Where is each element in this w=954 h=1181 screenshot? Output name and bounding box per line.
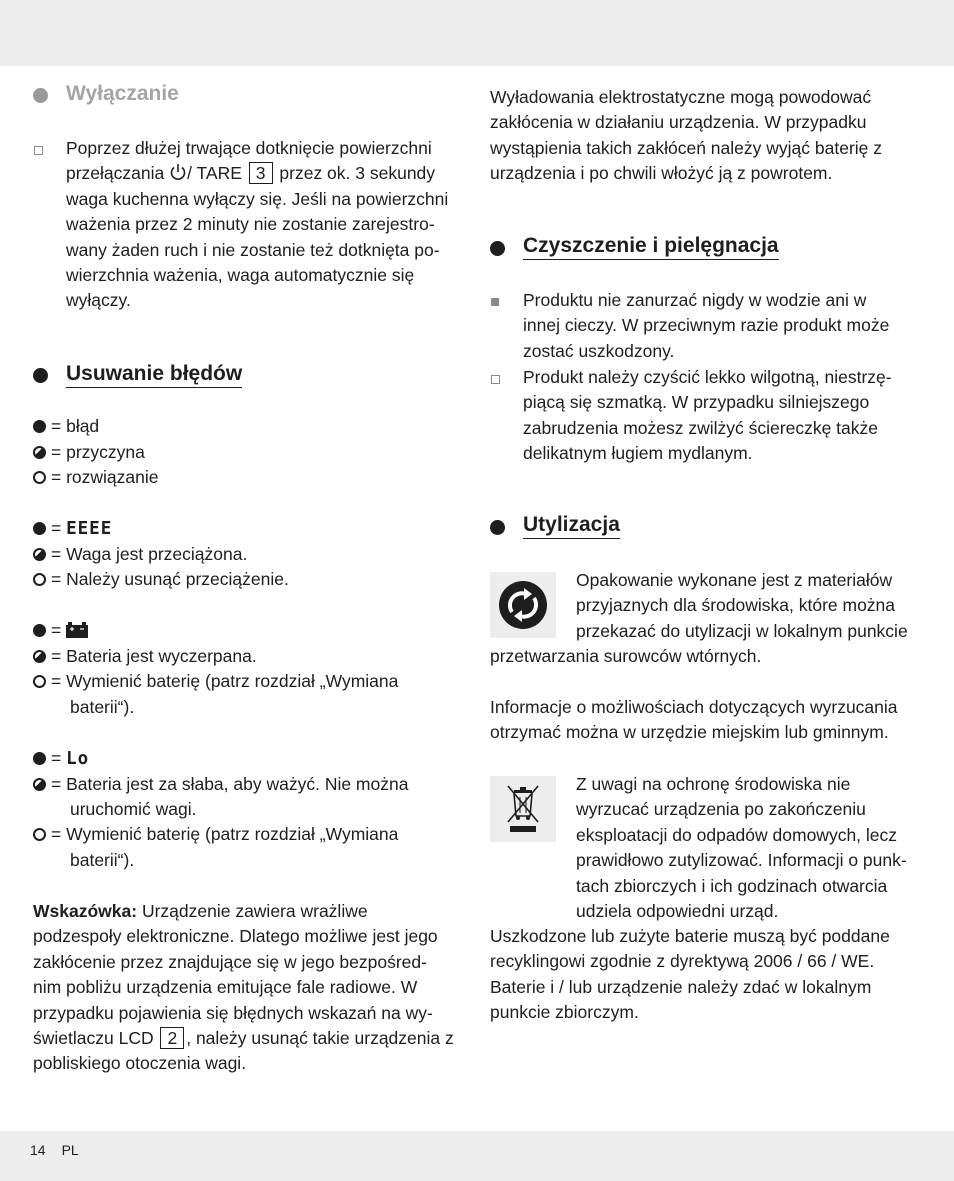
- text-line: zakłócenie przez znajdujące się w jego bezpośred-: [33, 951, 427, 972]
- section-bullet-icon: [490, 520, 505, 535]
- list-bullet-icon: [34, 146, 43, 155]
- text-line: waga kuchenna wyłączy się. Jeśli na powierzchni: [66, 188, 449, 209]
- footer-band: [0, 1131, 954, 1181]
- cleaning-item-1: [523, 288, 933, 364]
- lcd-eeee: EEEE: [66, 519, 113, 539]
- list-bullet-icon: [491, 298, 499, 306]
- text-line: eksploatacji do odpadów domowych, lecz: [576, 824, 898, 845]
- cause-battery-weak: = Bateria jest za słaba, aby ważyć. Nie można: [33, 772, 408, 797]
- solution-symbol-icon: [33, 573, 46, 586]
- error-eeee: = EEEE: [33, 516, 112, 542]
- esd-paragraph: [490, 85, 926, 187]
- text-line: uruchomić wagi.: [70, 799, 197, 819]
- text-line: baterii“).: [70, 850, 135, 870]
- section-title-czyszczenie: Czyszczenie i pielęgnacja: [523, 234, 779, 260]
- note-label: Wskazówka:: [33, 901, 138, 921]
- header-band: [0, 0, 954, 66]
- text-line: przypadku pojawienia się błędnych wskazań na wy-: [33, 1002, 433, 1023]
- info-paragraph: [490, 695, 926, 746]
- section-title-utylizacja: Utylizacja: [523, 513, 620, 539]
- solution-replace-battery: = Wymienić baterię (patrz rozdział „Wymiana: [33, 822, 398, 847]
- text-line: przełączania / TARE 3 przez ok. 3 sekundy: [66, 163, 436, 184]
- weee-text: [576, 772, 926, 924]
- section-title-wylaczanie: Wyłączanie: [66, 82, 179, 105]
- green-dot-recycling-icon: [490, 572, 556, 638]
- key-ref-2: 2: [160, 1027, 184, 1049]
- text-line: prawidłowo zutylizować. Informacji o punk-: [576, 850, 907, 871]
- text-line: Uszkodzone lub zużyte baterie muszą być poddane: [490, 926, 890, 946]
- text-line: Wyładowania elektrostatyczne mogą powodować: [490, 87, 872, 107]
- cause-symbol-icon: [33, 446, 46, 459]
- text-line: wystąpienia takich zakłóceń należy wyjąć baterię z: [490, 137, 882, 158]
- note-paragraph: [33, 899, 463, 1077]
- error-lo: = Lo: [33, 746, 89, 772]
- text-line: tach zbiorczych i ich godzinach otwarcia: [576, 875, 888, 896]
- text-line: punkcie zbiorczym.: [490, 1002, 639, 1023]
- text-line: zabrudzenia możesz zwilżyć ściereczkę także: [523, 417, 878, 438]
- cause-overload: = Waga jest przeciążona.: [33, 542, 247, 567]
- text-line: Wskazówka: Urządzenie zawiera wrażliwe: [33, 901, 368, 921]
- text-line: wyrzucać urządzenia po zakończeniu: [576, 799, 866, 820]
- battery-icon: [66, 622, 88, 638]
- text-line: przetwarzania surowców wtórnych.: [490, 646, 762, 666]
- error-battery: =: [33, 618, 88, 643]
- text-line: wany żaden ruch i nie zostanie też dotknięta po-: [66, 239, 440, 260]
- text-line: zakłócenia w działaniu urządzenia. W przypadku: [490, 112, 867, 133]
- error-symbol-icon: [33, 752, 46, 765]
- text-line: Z uwagi na ochronę środowiska nie: [576, 774, 851, 794]
- text-line: ważenia przez 2 minuty nie zostanie zarejestro-: [66, 214, 435, 235]
- text-line: piącą się szmatką. W przypadku silniejszego: [523, 392, 870, 413]
- section-bullet-icon: [33, 88, 48, 103]
- text-line: Opakowanie wykonane jest z materiałów: [576, 570, 893, 590]
- cause-battery-empty: = Bateria jest wyczerpana.: [33, 644, 257, 669]
- text-line: przyjaznych dla środowiska, które można: [576, 595, 896, 616]
- solution-symbol-icon: [33, 471, 46, 484]
- text-line: otrzymać można w urzędzie miejskim lub gminnym.: [490, 722, 889, 743]
- text-line: udziela odpowiedni urząd.: [576, 901, 779, 922]
- cause-symbol-icon: [33, 778, 46, 791]
- crossed-bin-icon: [490, 776, 556, 842]
- text-line: wyłączy.: [66, 290, 131, 311]
- error-symbol-icon: [33, 420, 46, 433]
- list-bullet-icon: [491, 375, 500, 384]
- text-line: podzespoły elektroniczne. Dlatego możliwe jest jego: [33, 926, 438, 947]
- battery-disposal-text: [490, 924, 926, 1026]
- text-line: Produkt należy czyścić lekko wilgotną, niestrzę-: [523, 367, 892, 387]
- cause-symbol-icon: [33, 548, 46, 561]
- text-line: wierzchnia ważenia, waga automatycznie się: [66, 265, 415, 286]
- power-icon: [169, 163, 187, 181]
- text-line: Poprzez dłużej trwające dotknięcie powierzchni: [66, 138, 432, 158]
- error-symbol-icon: [33, 522, 46, 535]
- packaging-text: [576, 568, 926, 644]
- key-ref-3: 3: [249, 162, 273, 184]
- lcd-lo: Lo: [66, 749, 90, 769]
- text-line: Produktu nie zanurzać nigdy w wodzie ani w: [523, 290, 867, 310]
- error-symbol-icon: [33, 624, 46, 637]
- wylaczanie-paragraph: [66, 136, 496, 314]
- cleaning-item-2: [523, 365, 933, 467]
- text-line: przekazać do utylizacji w lokalnym punkcie: [576, 620, 908, 641]
- section-bullet-icon: [33, 368, 48, 383]
- text-line: Baterie i / lub urządzenie należy zdać w lokalnym: [490, 976, 872, 997]
- text-line: nim pobliżu urządzenia emitujące fale radiowe. W: [33, 977, 418, 998]
- solution-symbol-icon: [33, 828, 46, 841]
- text-line: świetlaczu LCD 2 , należy usunąć takie urządzenia z: [33, 1028, 454, 1049]
- text-line: urządzenia i po chwili włożyć ją z powrotem.: [490, 163, 833, 184]
- legend-solution: = rozwiązanie: [33, 465, 159, 490]
- cause-symbol-icon: [33, 650, 46, 663]
- legend-cause: = przyczyna: [33, 440, 145, 465]
- text-line: recyklingowi zgodnie z dyrektywą 2006 / 66 / WE.: [490, 951, 875, 972]
- section-bullet-icon: [490, 241, 505, 256]
- text-line: Informacje o możliwościach dotyczących wyrzucania: [490, 697, 898, 717]
- page-number: 14: [30, 1142, 46, 1158]
- section-title-usuwanie-bledow: Usuwanie błędów: [66, 362, 242, 388]
- text-line: zostać uszkodzony.: [523, 340, 675, 361]
- solution-symbol-icon: [33, 675, 46, 688]
- text-line: baterii“).: [70, 697, 135, 717]
- language-code: PL: [61, 1142, 79, 1158]
- solution-replace-battery: = Wymienić baterię (patrz rozdział „Wymiana: [33, 669, 398, 694]
- text-line: pobliskiego otoczenia wagi.: [33, 1053, 247, 1074]
- solution-overload: = Należy usunąć przeciążenie.: [33, 567, 289, 592]
- text-line: innej cieczy. W przeciwnym razie produkt może: [523, 315, 890, 336]
- legend-error: = błąd: [33, 414, 99, 439]
- text-line: delikatnym ługiem mydlanym.: [523, 443, 753, 464]
- page-footer: [30, 1142, 95, 1158]
